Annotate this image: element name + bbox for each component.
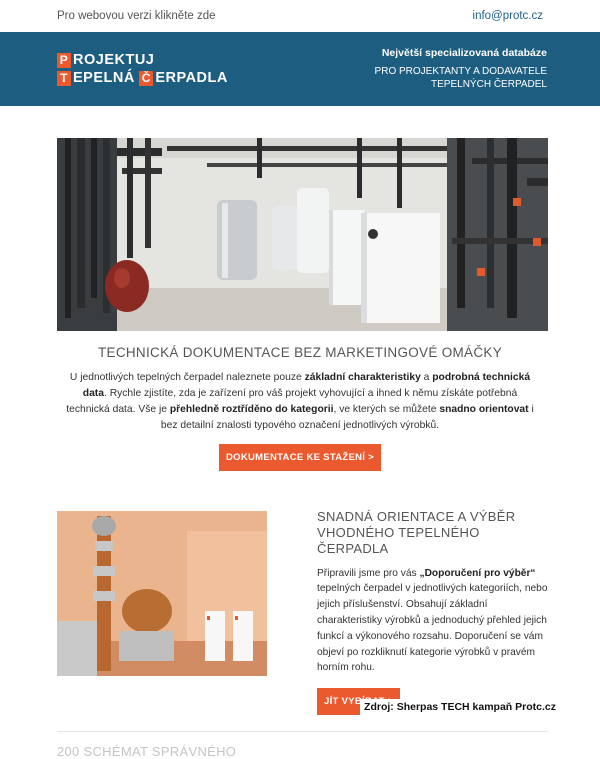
section-title-documentation: TECHNICKÁ DOKUMENTACE BEZ MARKETINGOVÉ OMÁČKY — [0, 345, 600, 360]
boiler-room-illustration — [57, 138, 548, 331]
logo-text: EPELNÁ — [73, 70, 139, 86]
top-bar — [0, 0, 600, 32]
logo-line-2 — [57, 70, 228, 86]
tagline-headline: Největší specializovaná databáze — [375, 46, 547, 60]
documentation-button-wrap — [0, 444, 600, 471]
logo[interactable] — [57, 52, 228, 86]
text-segment: . Rychle zjistíte, zda je zařízení pro váš projekt vyhovující a ihned k němu získáte potřebná technická data. Vše je — [66, 388, 517, 415]
download-documentation-button[interactable]: DOKUMENTACE KE STAŽENÍ > — [219, 444, 381, 471]
web-version-link[interactable]: Pro webovou verzi klikněte zde — [57, 10, 216, 22]
header-tagline — [375, 46, 547, 91]
header-banner — [0, 32, 600, 106]
logo-letter-box: P — [57, 53, 71, 68]
selection-paragraph — [317, 566, 548, 677]
logo-line-1 — [57, 52, 228, 68]
logo-letter-box: Č — [139, 71, 153, 86]
documentation-paragraph — [60, 370, 540, 434]
text-segment: i bez detailní znalosti typového označení jednotlivých výrobků. — [161, 404, 534, 431]
text-bold: podrobná technická data — [83, 372, 530, 399]
distillery-illustration — [57, 511, 267, 676]
text-segment: , ve kterých se můžete — [333, 404, 439, 415]
text-bold: přehledně roztříděno do kategorii — [170, 404, 334, 415]
email-link[interactable]: info@protc.cz — [473, 10, 543, 22]
distillery-image — [57, 511, 267, 676]
hero-image-boiler-room — [57, 138, 548, 331]
logo-letter-box: T — [57, 71, 71, 86]
text-segment: U jednotlivých tepelných čerpadel naleznete pouze — [70, 372, 305, 383]
text-bold: „Doporučení pro výběr“ — [419, 568, 535, 579]
text-bold: základní charakteristiky — [305, 372, 421, 383]
text-bold: snadno orientovat — [439, 404, 528, 415]
selection-text — [317, 511, 548, 715]
section-divider — [57, 731, 548, 732]
tagline-line: TEPELNÝCH ČERPADEL — [375, 78, 547, 92]
text-segment: Připravili jsme pro vás — [317, 568, 419, 579]
tagline-line: PRO PROJEKTANTY A DODAVATELE — [375, 65, 547, 79]
logo-text: ROJEKTUJ — [73, 52, 154, 68]
text-segment: a — [421, 372, 432, 383]
text-segment: tepelných čerpadel v jednotlivých kategoriích, nebo jejich příslušenství. Obsahují základní charakteristiky výrobků a jednoduchý přehled jejich funkcí a výkonového rozsahu. Doporučení se vám objeví po rozkliknutí kategorie výrobků v pravém horním rohu. — [317, 583, 548, 673]
section-title-schemes: 200 SCHÉMAT SPRÁVNÉHO — [57, 744, 543, 759]
logo-text: ERPADLA — [155, 70, 228, 86]
section-title-selection: SNADNÁ ORIENTACE A VÝBĚR VHODNÉHO TEPELNÉHO ČERPADLA — [317, 509, 548, 558]
go-select-button[interactable]: JÍT VYBÍRAT > — [317, 688, 400, 715]
selection-section — [57, 511, 548, 715]
source-caption: Zdroj: Sherpas TECH kampaň Protc.cz — [360, 699, 560, 715]
